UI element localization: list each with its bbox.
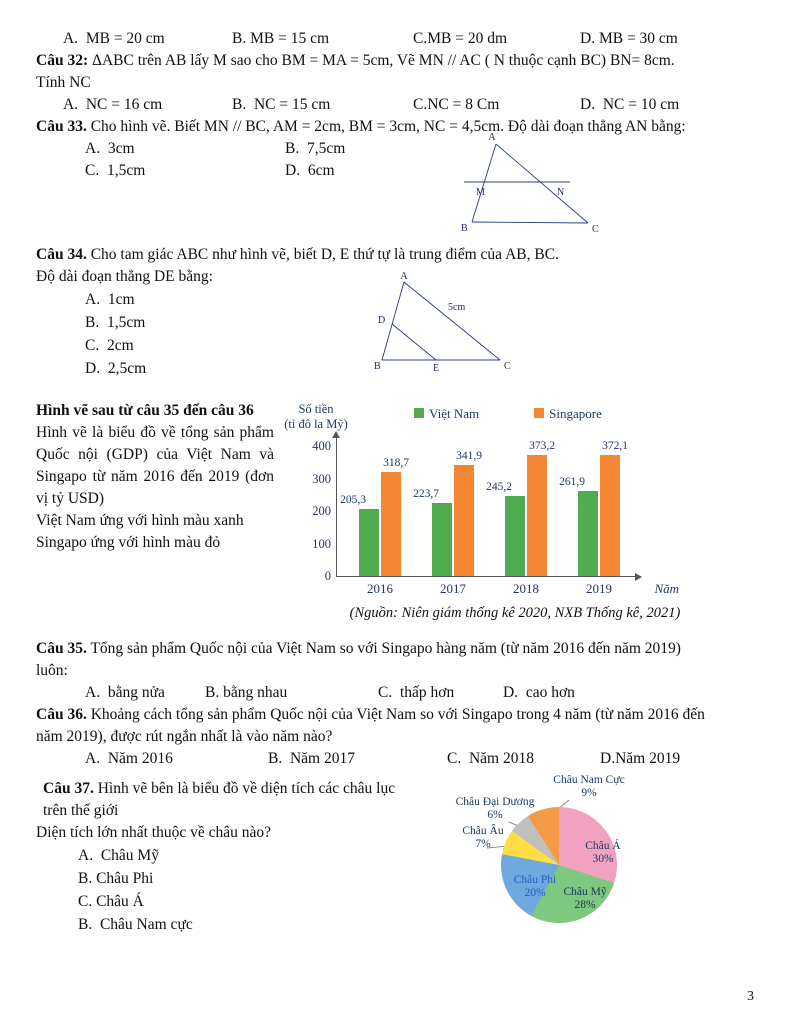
legend-swatch-vietnam (414, 408, 424, 418)
q35-option-c: C. thấp hơn (378, 684, 455, 701)
q32-text (36, 50, 756, 72)
bar-singapore-2019 (600, 455, 620, 576)
bar-value-label: 261,9 (559, 476, 585, 488)
q36-statement-line2: năm 2019), được rút ngắn nhất là vào năm nào? (36, 728, 333, 745)
q33-option-d: D. 6cm (285, 162, 335, 179)
fig34-label-e: E (433, 363, 440, 374)
y-tick-100: 100 (312, 536, 331, 551)
legend-swatch-singapore (534, 408, 544, 418)
q33-statement: Cho hình vẽ. Biết MN // BC, AM = 2cm, BM = 3cm, NC = 4,5cm. Độ dài đoạn thẳng AN bằng: (90, 118, 686, 135)
q33-options-row-2 (36, 160, 756, 182)
fig34-label-c: C (504, 361, 511, 372)
gdp-note-heading: Hình vẽ sau từ câu 35 đến câu 36 (36, 402, 254, 419)
q34-option-c: C. 2cm (85, 337, 134, 354)
q32-text2: Tính NC (36, 74, 91, 91)
q32-statement: ΔABC trên AB lấy M sao cho BM = MA = 5cm, Vẽ MN // AC ( N thuộc cạnh BC) BN= 8cm. (91, 52, 675, 69)
pie-label-chau-au: Châu Âu 7% (462, 825, 504, 850)
q36-option-c: C. Năm 2018 (447, 750, 534, 767)
continent-pie-chart (451, 774, 756, 954)
prev-question-options-row (36, 28, 756, 50)
y-tick-400: 400 (312, 439, 331, 453)
legend-item-singapore (534, 406, 602, 421)
q33-option-b: B. 7,5cm (285, 140, 346, 157)
y-axis-arrow (332, 427, 340, 438)
bar-value-label: 318,7 (383, 457, 409, 469)
q37-option-c: C. Châu Á (78, 893, 144, 910)
x-axis-arrow (635, 573, 646, 581)
q37-option-d: B. Châu Nam cực (78, 916, 193, 933)
bar-vietnam-2017 (432, 503, 452, 576)
gdp-note-p3: Singapo ứng với hình màu đỏ (36, 534, 221, 551)
fig34-label-a: A (400, 271, 408, 282)
fig33-label-m: M (476, 187, 485, 198)
q35-option-d: D. cao hơn (503, 684, 575, 701)
q36-option-b: B. Năm 2017 (268, 750, 355, 767)
q32-option-b: B. NC = 15 cm (232, 96, 331, 113)
gdp-section (36, 400, 756, 632)
q32-option-c: C.NC = 8 Cm (413, 96, 500, 113)
fig33-label-b: B (461, 223, 468, 234)
legend-label-singapore: Singapore (549, 406, 602, 421)
prev-option-a: A. MB = 20 cm (63, 30, 165, 47)
q36-label: Câu 36. (36, 706, 87, 723)
x-category-2018: 2018 (513, 581, 539, 596)
q33-triangle-figure (460, 130, 610, 236)
q34-option-a: A. 1cm (85, 291, 135, 308)
x-category-2017: 2017 (440, 581, 466, 596)
q34-label: Câu 34. (36, 246, 87, 263)
q37-option-b: B. Châu Phi (78, 870, 154, 887)
fig34-label-d: D (378, 315, 386, 326)
q35-option-b: B. bằng nhau (205, 684, 288, 701)
gdp-y-axis-title: Số tiền (tỉ đô la Mỹ) (284, 402, 348, 431)
fig33-label-c: C (592, 224, 599, 235)
q33-option-a: A. 3cm (85, 140, 135, 157)
q37-statement-line1: Hình vẽ bên là biểu đồ về diện tích các châu lục (97, 780, 396, 797)
q36-statement-line1: Khoảng cách tổng sản phẩm Quốc nội của Việt Nam so với Singapo trong 4 năm (từ năm 2016 đến (90, 706, 705, 723)
bar-value-label: 373,2 (529, 440, 555, 452)
q35-statement-line2: luôn: (36, 662, 68, 679)
fig34-label-b: B (374, 361, 381, 372)
q34-option-b: B. 1,5cm (85, 314, 146, 331)
q35-text (36, 638, 756, 682)
q35-options-row (36, 682, 756, 704)
bar-vietnam-2018 (505, 496, 525, 576)
pie-label-chau-phi: Châu Phi 20% (513, 874, 557, 899)
bar-singapore-2017 (454, 465, 474, 576)
q37-label: Câu 37. (43, 780, 94, 797)
q34-text2: Độ dài đoạn thẳng DE bằng: (36, 268, 213, 285)
q32-label: Câu 32: (36, 52, 89, 69)
q33-options-row-1 (36, 138, 756, 160)
pie-label-chau-dai-duong: Châu Đại Dương 6% (455, 796, 535, 821)
q32-option-a: A. NC = 16 cm (63, 96, 163, 113)
q34-statement: Cho tam giác ABC như hình vẽ, biết D, E thứ tự là trung điểm của AB, BC. (90, 246, 559, 263)
q34-block (36, 266, 756, 394)
q32-option-d: D. NC = 10 cm (580, 96, 680, 113)
bar-value-label: 205,3 (340, 494, 366, 506)
bar-value-label: 245,2 (486, 481, 512, 493)
q33-block (36, 132, 756, 244)
q36-option-d: D.Năm 2019 (600, 750, 681, 767)
page-number: 3 (747, 989, 754, 1004)
q32-options-row (36, 94, 756, 116)
bar-singapore-2016 (381, 472, 401, 576)
bar-vietnam-2016 (359, 509, 379, 576)
q33-text (36, 116, 756, 138)
legend-label-vietnam: Việt Nam (429, 406, 480, 421)
prev-option-b: B. MB = 15 cm (232, 30, 330, 47)
q33-option-c: C. 1,5cm (85, 162, 146, 179)
q35-label: Câu 35. (36, 640, 87, 657)
gdp-source: (Nguồn: Niên giám thống kê 2020, NXB Thống kê, 2021) (349, 605, 681, 621)
gdp-plot (312, 436, 679, 596)
bar-vietnam-2019 (578, 491, 598, 576)
pie-label-chau-a: Châu Á 30% (585, 840, 621, 865)
x-category-2019: 2019 (586, 581, 612, 596)
q37-option-a: A. Châu Mỹ (78, 847, 159, 864)
y-tick-300: 300 (312, 471, 331, 486)
bar-value-label: 372,1 (602, 440, 628, 452)
q36-text (36, 704, 756, 748)
bar-value-label: 341,9 (456, 450, 482, 462)
y-tick-200: 200 (312, 504, 331, 518)
pie-label-chau-my: Châu Mỹ 28% (563, 886, 607, 911)
gdp-bar-chart (274, 400, 756, 632)
q35-statement-line1: Tổng sản phẩm Quốc nội của Việt Nam so với Singapo hàng năm (từ năm 2016 đến năm 2019) (90, 640, 681, 657)
q37-block (36, 774, 756, 962)
q34-triangle-figure (374, 270, 516, 374)
q37-statement-line2: trên thế giới (43, 802, 119, 819)
y-tick-0: 0 (324, 569, 331, 583)
fig33-label-n: N (557, 187, 565, 198)
fig34-label-5cm: 5cm (448, 302, 466, 313)
prev-option-d: D. MB = 30 cm (580, 30, 678, 47)
q34-text (36, 244, 756, 266)
gdp-x-axis-title: Năm (654, 581, 679, 596)
q37-question: Diện tích lớn nhất thuộc về châu nào? (36, 824, 272, 841)
fig33-label-a: A (488, 132, 496, 143)
q36-options-row (36, 748, 756, 770)
gdp-note-p2: Việt Nam ứng với hình màu xanh (36, 512, 244, 529)
gdp-legend (414, 406, 602, 421)
prev-option-c: C.MB = 20 dm (413, 30, 508, 47)
q35-option-a: A. bằng nửa (85, 684, 165, 701)
bar-value-label: 223,7 (413, 488, 439, 500)
x-category-2016: 2016 (367, 581, 393, 596)
q36-option-a: A. Năm 2016 (85, 750, 173, 767)
q33-label: Câu 33. (36, 118, 87, 135)
gdp-note (36, 400, 274, 632)
gdp-note-p1: Hình vẽ là biểu đồ về tổng sản phẩm Quốc nội (GDP) của Việt Nam và Singapo từ năm 2016 đến 2019 (đơn vị tỷ USD) (36, 424, 274, 507)
legend-item-vietnam (414, 406, 479, 421)
q34-option-d: D. 2,5cm (85, 360, 147, 377)
pie-label-chau-nam-cuc: Châu Nam Cực 9% (553, 774, 625, 799)
bar-singapore-2018 (527, 455, 547, 576)
